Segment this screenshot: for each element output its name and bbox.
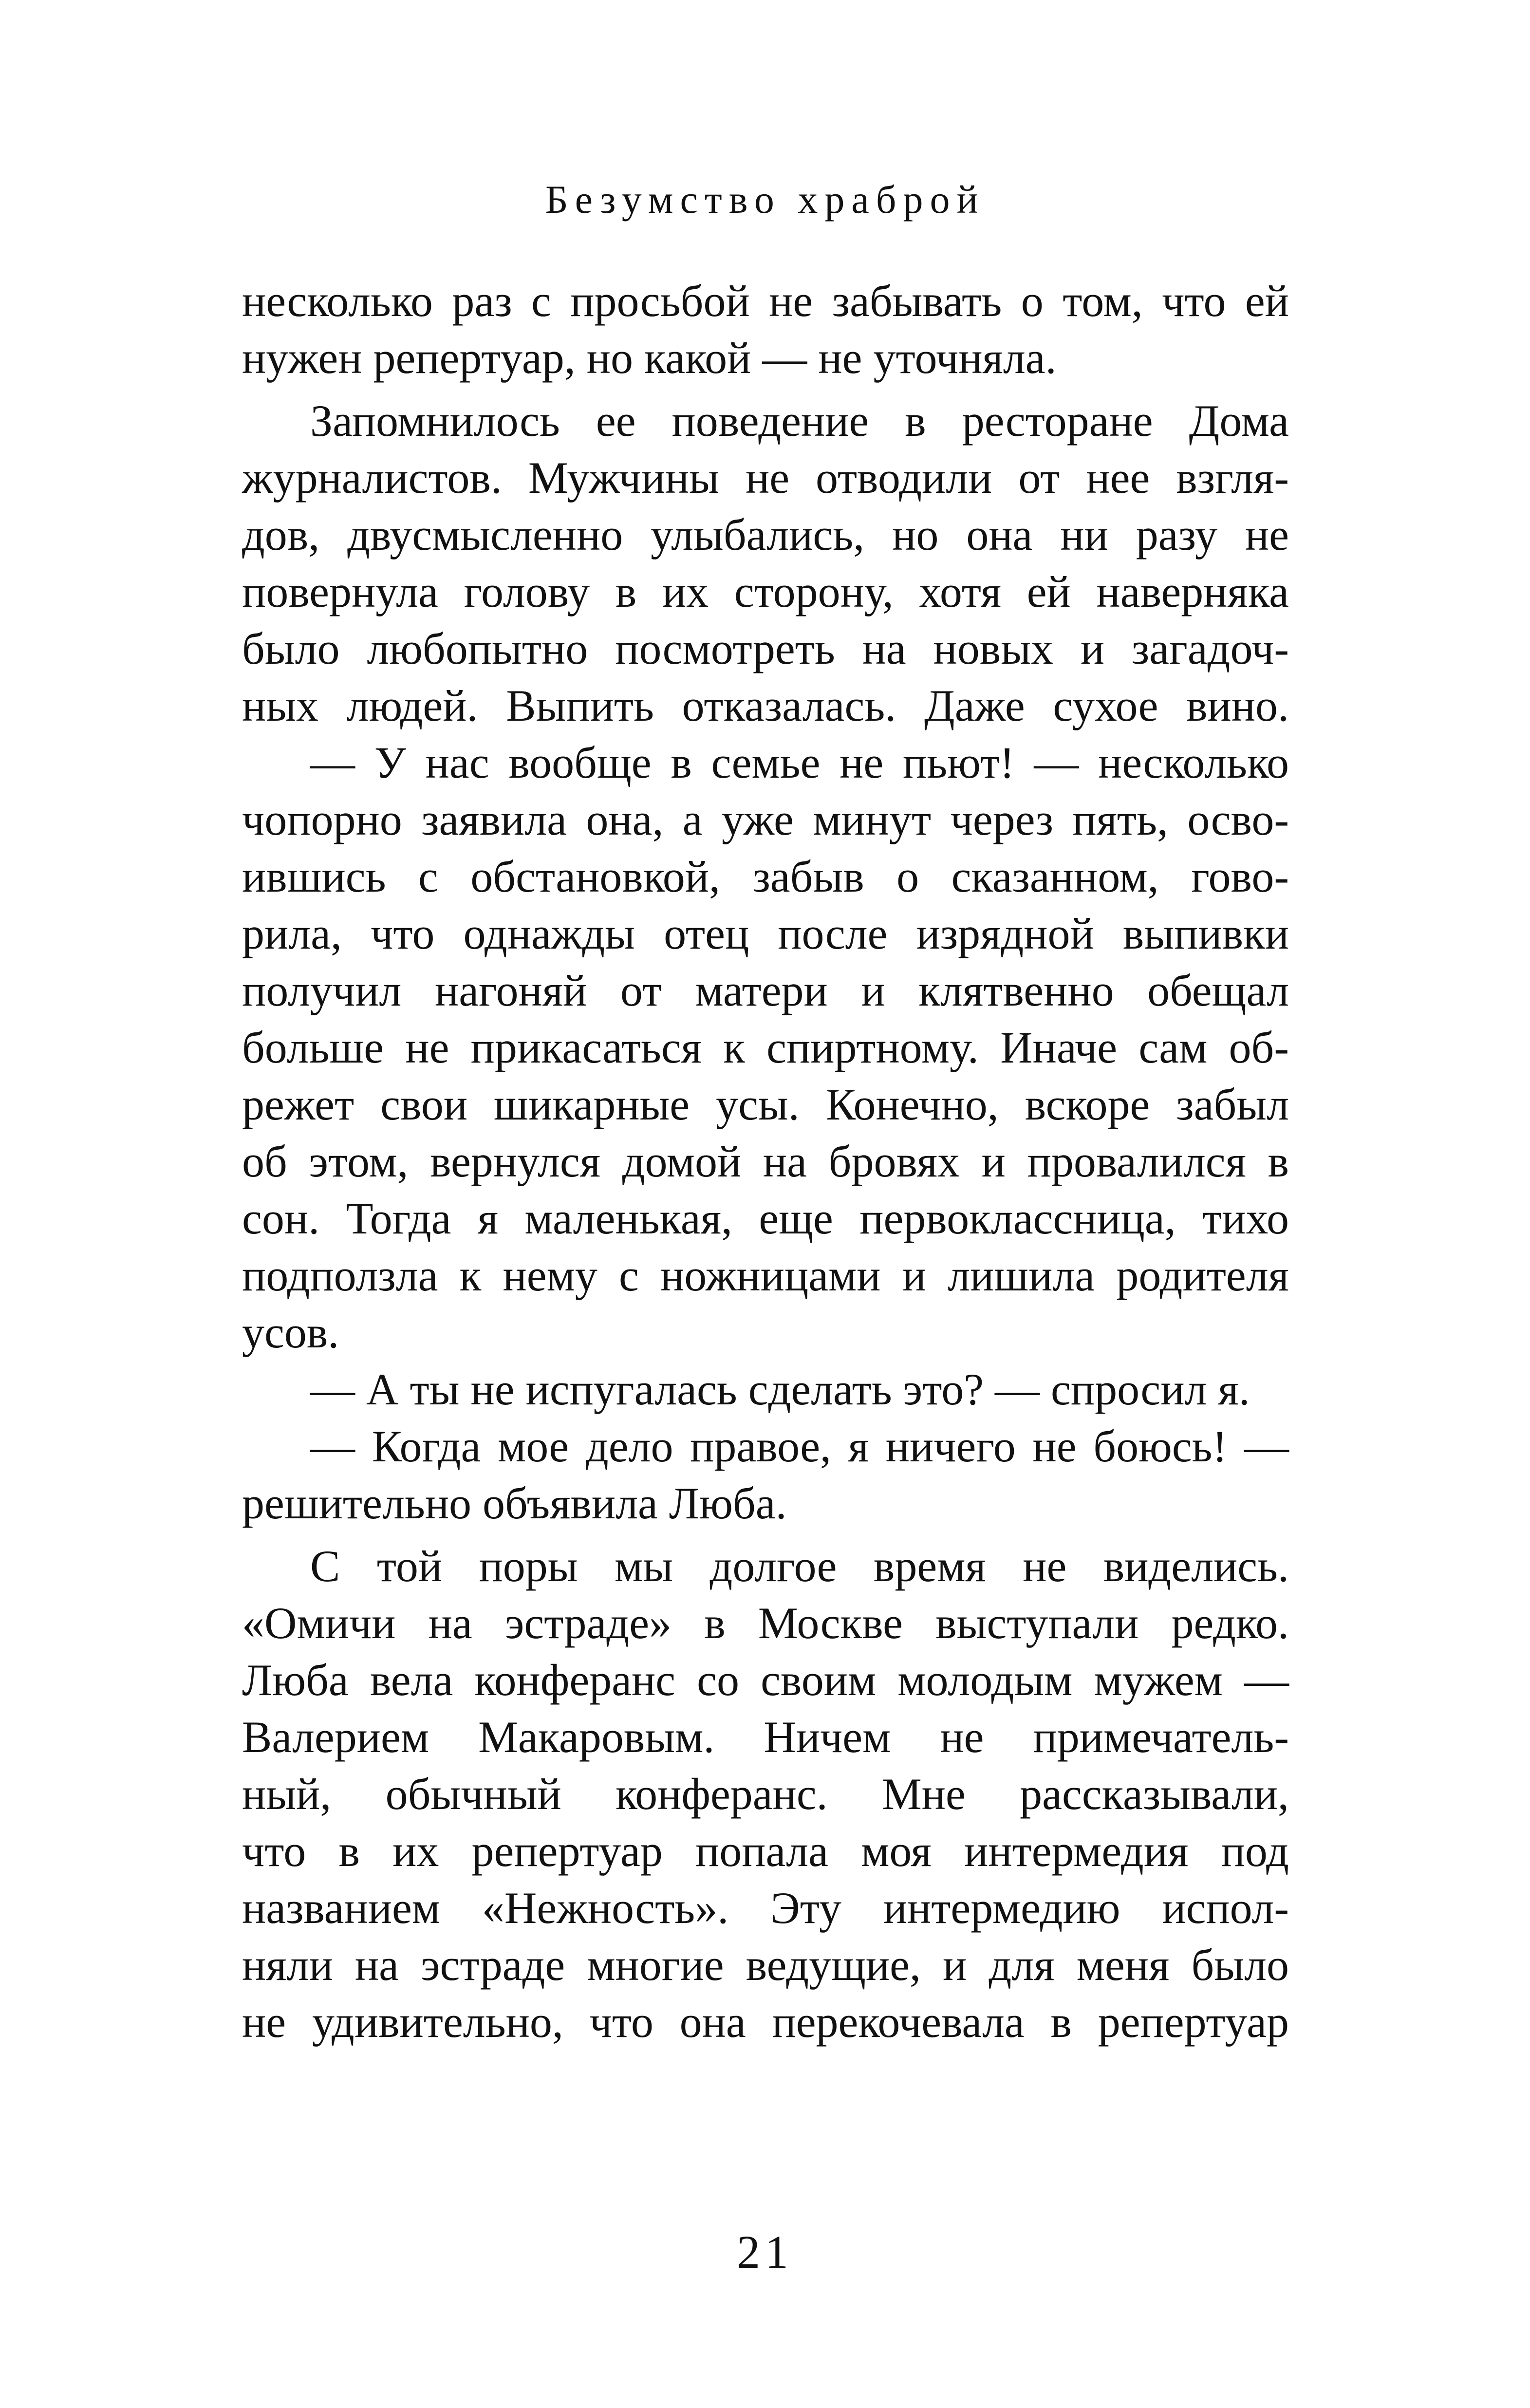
text-line: дов, двусмысленно улыбались, но она ни разу не: [242, 510, 1289, 560]
text-line: Люба вела конферанс со своим молодым мужем —: [242, 1655, 1289, 1705]
text-line: решительно объявила Люба.: [242, 1478, 787, 1528]
text-line: Валерием Макаровым. Ничем не примечатель-: [242, 1712, 1289, 1762]
running-head-title: Безумство храброй: [545, 177, 985, 222]
text-line: сон. Тогда я маленькая, еще первоклассница, тихо: [242, 1194, 1289, 1243]
paragraph-start-line: — Когда мое дело правое, я ничего не боюсь! —: [310, 1421, 1289, 1471]
text-line: что в их репертуар попала моя интермедия под: [242, 1826, 1289, 1876]
text-line: ных людей. Выпить отказалась. Даже сухое вино.: [242, 681, 1289, 730]
paragraph-start-line: С той поры мы долгое время не виделись.: [310, 1541, 1289, 1591]
text-line: няли на эстраде многие ведущие, и для меня было: [242, 1940, 1289, 1990]
text-line: журналистов. Мужчины не отводили от нее взгля-: [242, 453, 1289, 503]
text-line: режет свои шикарные усы. Конечно, вскоре забыл: [242, 1080, 1289, 1129]
text-line: не удивительно, что она перекочевала в репертуар: [242, 1997, 1289, 2047]
text-line: «Омичи на эстраде» в Москве выступали редко.: [242, 1598, 1289, 1648]
text-line: больше не прикасаться к спиртному. Иначе сам об-: [242, 1023, 1289, 1072]
paragraph-start-line: — А ты не испугалась сделать это? — спросил я.: [310, 1364, 1250, 1414]
text-line: названием «Нежность». Эту интермедию испол-: [242, 1883, 1289, 1933]
text-line: нужен репертуар, но какой — не уточняла.: [242, 333, 1057, 383]
text-line: об этом, вернулся домой на бровях и провалился в: [242, 1137, 1289, 1186]
text-line: ившись с обстановкой, забыв о сказанном, гово-: [242, 852, 1289, 901]
body-text: [242, 273, 1289, 2051]
text-line: получил нагоняй от матери и клятвенно обещал: [242, 966, 1289, 1015]
text-line: повернула голову в их сторону, хотя ей наверняка: [242, 567, 1289, 616]
paragraph-start-line: — У нас вообще в семье не пьют! — несколько: [310, 738, 1289, 787]
text-line: подползла к нему с ножницами и лишила родителя: [242, 1251, 1289, 1300]
page-number: 21: [737, 2226, 793, 2278]
text-line: рила, что однажды отец после изрядной выпивки: [242, 909, 1289, 958]
text-line: ный, обычный конферанс. Мне рассказывали,: [242, 1769, 1289, 1819]
text-line: чопорно заявила она, а уже минут через пять, осво-: [242, 795, 1289, 844]
text-line: усов.: [242, 1307, 339, 1357]
text-line: несколько раз с просьбой не забывать о том, что ей: [242, 276, 1289, 326]
text-line: было любопытно посмотреть на новых и загадоч-: [242, 624, 1289, 673]
paragraph-start-line: Запомнилось ее поведение в ресторане Дома: [310, 396, 1289, 446]
